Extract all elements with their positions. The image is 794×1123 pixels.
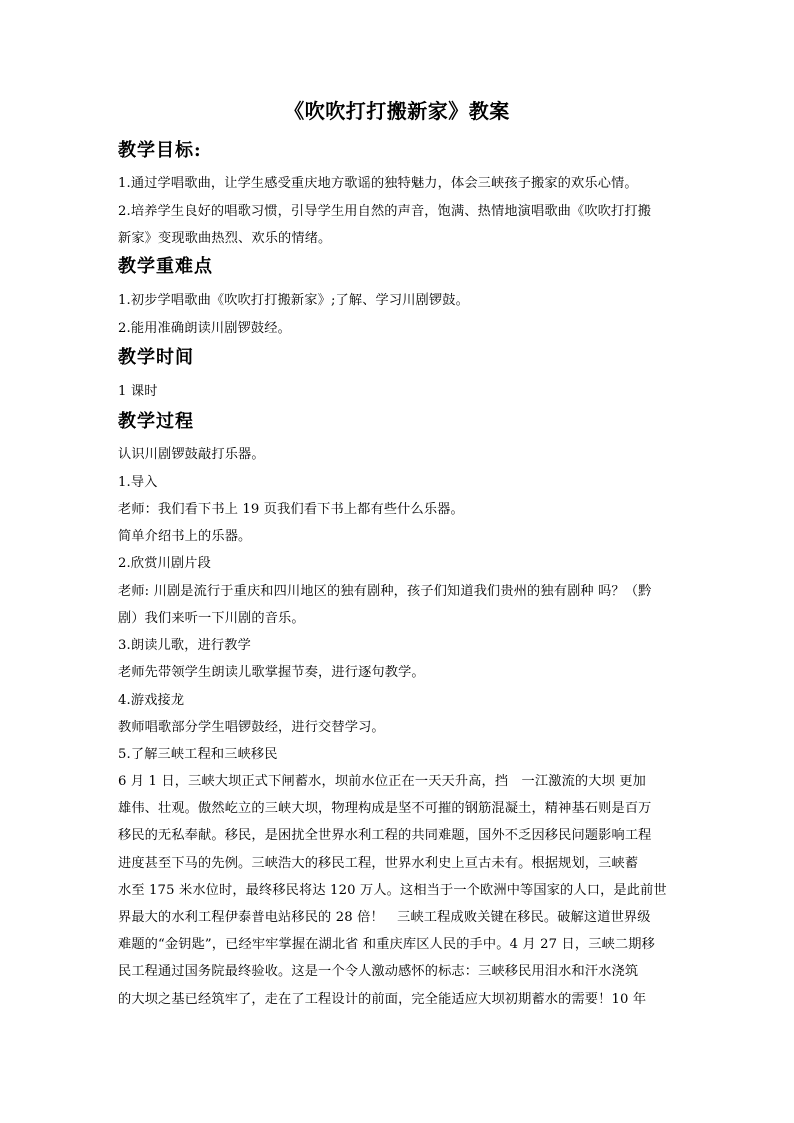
process-item: 3.朗读儿歌，进行教学 (118, 638, 251, 653)
process-item: 4.游戏接龙 (118, 693, 185, 708)
process-item: 5.了解三峡工程和三峡移民 (118, 747, 278, 762)
goal-item: 新家》变现歌曲热烈、欢乐的情绪。 (118, 231, 332, 246)
paragraph-line: 进度甚至下马的先例。三峡浩大的移民工程，世界水利史上亘古未有。根据规划，三峡蓄 (118, 855, 639, 871)
section-heading-process: 教学过程 (118, 411, 194, 432)
section-heading-time: 教学时间 (118, 347, 194, 368)
process-item: 老师：我们看下书上 19 页我们看下书上都有些什么乐器。 (118, 502, 464, 517)
section-heading-keypoints: 教学重难点 (118, 256, 213, 277)
three-gorges-paragraph (118, 768, 678, 1013)
process-item: 老师: 川剧是流行于重庆和四川地区的独有剧种，孩子们知道我们贵州的独有剧种 吗？（黔 (118, 584, 652, 599)
paragraph-line: 移民的无私奉献。移民，是困扰全世界水利工程的共同难题，国外不乏因移民问题影响工程 (118, 828, 652, 844)
document-title: 《吹吹打打搬新家》教案 (284, 99, 510, 123)
paragraph-line: 民工程通过国务院最终验收。这是一个令人激动感怀的标志：三峡移民用泪水和汗水浇筑 (118, 964, 639, 980)
paragraph-line: 水至 175 米水位时，最终移民将达 120 万人。这相当于一个欧洲中等国家的人口，是此前世 (118, 882, 667, 898)
paragraph-line: 6 月 1 日，三峡大坝正式下闸蓄水，坝前水位正在一天天升高，挡 一江激流的大坝 更加 (118, 774, 646, 789)
paragraph-line: 雄伟、壮观。傲然屹立的三峡大坝，物理构成是坚不可摧的钢筋混凝土，精神基石则是百万 (118, 801, 652, 817)
process-item: 1.导入 (118, 475, 158, 490)
process-item: 剧）我们来听一下川剧的音乐。 (118, 611, 305, 626)
goal-item: 1.通过学唱歌曲，让学生感受重庆地方歌谣的独特魅力，体会三峡孩子搬家的欢乐心情。 (118, 176, 638, 191)
keypoint-item: 2.能用准确朗读川剧锣鼓经。 (118, 321, 291, 336)
section-heading-goals: 教学目标: (118, 140, 202, 161)
paragraph-line: 界最大的水利工程伊泰普电站移民的 28 倍！ 三峡工程成败关键在移民。破解这道世界级 (118, 910, 651, 926)
process-item: 2.欣赏川剧片段 (118, 556, 211, 571)
keypoint-item: 1.初步学唱歌曲《吹吹打打搬新家》;了解、学习川剧锣鼓。 (118, 293, 469, 308)
process-item: 老师先带领学生朗读儿歌掌握节奏，进行逐句教学。 (118, 665, 425, 680)
time-item: 1 课时 (118, 384, 158, 399)
paragraph-line: 难题的“金钥匙”，已经牢牢掌握在湖北省 和重庆库区人民的手中。4 月 27 日，三峡二期移 (118, 937, 655, 953)
process-item: 简单介绍书上的乐器。 (118, 529, 252, 544)
paragraph-line: 的大坝之基已经筑牢了，走在了工程设计的前面，完全能适应大坝初期蓄水的需要！10 年 (118, 991, 647, 1007)
goal-item: 2.培养学生良好的唱歌习惯，引导学生用自然的声音，饱满、热情地演唱歌曲《吹吹打打搬 (118, 204, 652, 219)
process-item: 教师唱歌部分学生唱锣鼓经，进行交替学习。 (118, 720, 385, 735)
process-item: 认识川剧锣鼓敲打乐器。 (118, 447, 265, 462)
